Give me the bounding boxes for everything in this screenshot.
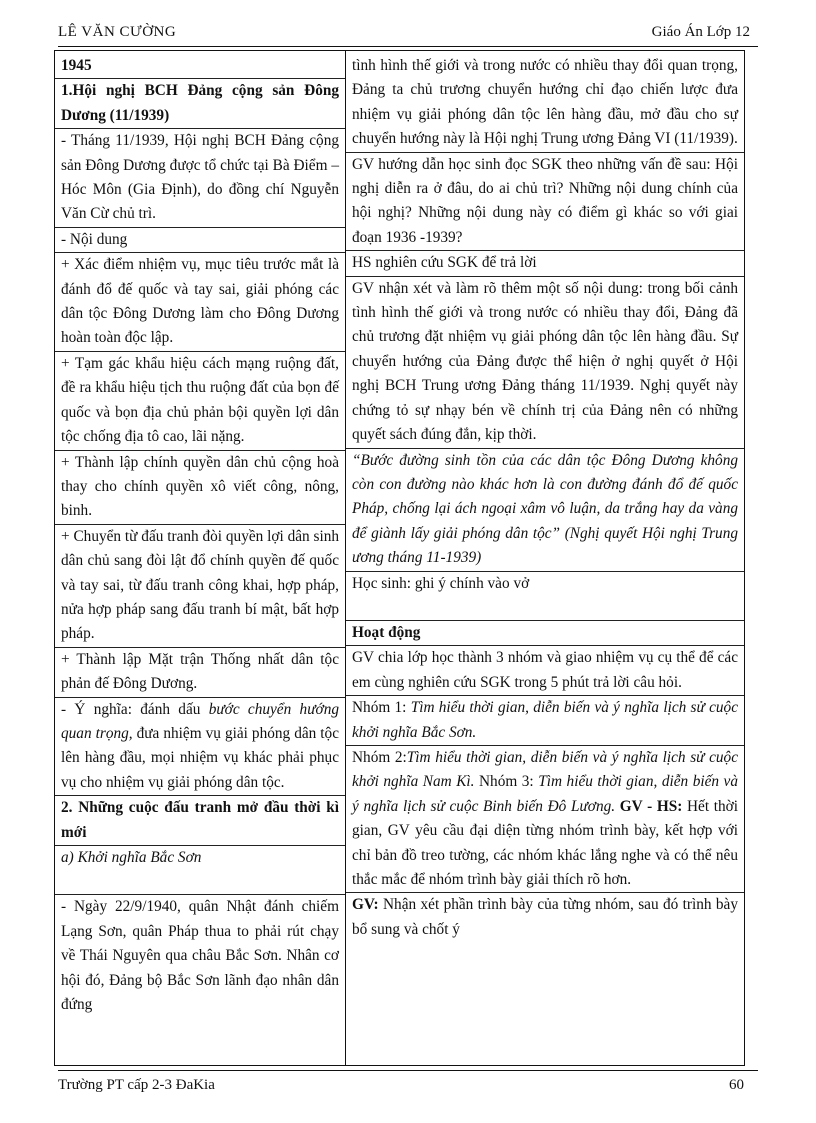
- significance-lead: - Ý nghĩa: đánh dấu: [61, 700, 209, 718]
- section-1-point-4: + Chuyển từ đấu tranh đòi quyền lợi dân sinh dân chủ sang đòi lật đổ chính quyền đế quốc và tay sai, từ đấu tranh công khai, hợp pháp, nửa hợp pháp sang đấu tranh bí mật, bất hợp pháp.: [55, 524, 345, 647]
- section-2-paragraph: - Ngày 22/9/1940, quân Nhật đánh chiếm Lạng Sơn, quân Pháp thua to phải rút chạy về Thái Nguyên qua châu Bắc Sơn. Nhân cơ hội đó, Đảng bộ Bắc Sơn lãnh đạo nhân dân đứng: [55, 894, 345, 1017]
- group-2-3-tasks: [346, 745, 744, 892]
- resolution-quote: “Bước đường sinh tồn của các dân tộc Đông Dương không còn con đường nào khác hơn là con đường đánh đổ đế quốc Pháp, chống lại ách ngoại xâm vô luận, da trắng hay da vàng để giành lấy giải phóng dân tộc” (Nghị quyết Hội nghị Trung ương tháng 11-1939): [346, 448, 744, 571]
- group-1-text: Tìm hiểu thời gian, diễn biến và ý nghĩa lịch sử cuộc khởi nghĩa Bắc Sơn.: [352, 699, 738, 741]
- section-2-subtitle: a) Khởi nghĩa Bắc Sơn: [55, 845, 345, 870]
- group-3-label: Nhóm 3:: [474, 773, 539, 791]
- significance-emphasis: bước chuyển hướng quan trọng,: [61, 700, 339, 742]
- section-1-point-3: + Thành lập chính quyền dân chủ cộng hoà thay cho chính quyền xô viết công, nông, binh.: [55, 450, 345, 524]
- year-label: 1945: [61, 57, 92, 74]
- section-2-title: 2. Những cuộc đấu tranh mở đầu thời kì mới: [55, 795, 345, 845]
- section-1-significance: [55, 697, 345, 796]
- section-1-point-1: + Xác điểm nhiệm vụ, mục tiêu trước mắt là đánh đổ đế quốc và tay sai, giải phóng các dân tộc Đông Dương làm cho Đông Dương hoàn toàn độc lập.: [55, 252, 345, 351]
- teacher-guide: GV hướng dẫn học sinh đọc SGK theo những vấn đề sau: Hội nghị diễn ra ở đâu, do ai chủ trì? Những nội dung chính của hội nghị? Những nội dung này có điểm gì khác so với giai đoạn 1936 -1939?: [346, 152, 744, 251]
- page-header: [58, 22, 758, 47]
- activity-column: [346, 51, 744, 1065]
- teacher-comment: GV nhận xét và làm rõ thêm một số nội dung: trong bối cảnh tình hình thế giới và trong nước có nhiều thay đổi, Đảng đã chủ trương đặt nhiệm vụ giải phóng dân tộc lên hàng đầu. Sự chuyển hướng của Đảng được thể hiện ở nghị quyết ở Hội nghị BCH Trung ương Đảng tháng 11/1939. Nghị quyết này chứng tỏ sự nhạy bén về chính trị của Đảng nên có những quyết sách đúng đắn, kịp thời.: [346, 276, 744, 448]
- teacher-conclusion: [346, 892, 744, 942]
- section-1-intro: - Tháng 11/1939, Hội nghị BCH Đảng cộng sản Đông Dương được tổ chức tại Bà Điểm – Hóc Môn (Gia Định), do đồng chí Nguyễn Văn Cừ chủ trì.: [55, 128, 345, 227]
- section-1-content-label: - Nội dung: [55, 227, 345, 252]
- activity-title: Hoạt động: [346, 620, 744, 645]
- page-footer: [58, 1070, 758, 1099]
- page-number: 60: [729, 1077, 744, 1093]
- significance-rest: đưa nhiệm vụ giải phóng dân tộc lên hàng đầu, mọi nhiệm vụ khác phải phục vụ cho nhiệm vụ giải phóng dân tộc.: [61, 724, 339, 791]
- document-title: Giáo Án Lớp 12: [651, 24, 750, 40]
- group-3-text: Tìm hiểu thời gian, diễn biến và ý nghĩa lịch sử cuộc Binh biến Đô Lương.: [352, 773, 738, 815]
- gv-label: GV:: [352, 896, 379, 914]
- group-2-label: Nhóm 2:: [352, 748, 407, 766]
- gv-hs-label: GV - HS:: [615, 797, 683, 815]
- section-1-point-2: + Tạm gác khẩu hiệu cách mạng ruộng đất, đề ra khẩu hiệu tịch thu ruộng đất của bọn đế quốc và bọn địa chủ phản bội quyền lợi dân tộc chống địa tô cao, lãi nặng.: [55, 351, 345, 450]
- author-name: LÊ VĂN CƯỜNG: [58, 24, 177, 40]
- group-2-text: Tìm hiểu thời gian, diễn biến và ý nghĩa lịch sử cuộc khởi nghĩa Nam Kì.: [352, 748, 738, 791]
- section-1-point-5: + Thành lập Mặt trận Thống nhất dân tộc phản đế Đông Dương.: [55, 647, 345, 697]
- lesson-table: [54, 50, 745, 1066]
- student-task: HS nghiên cứu SGK để trả lời: [346, 250, 744, 275]
- group-assignment: GV chia lớp học thành 3 nhóm và giao nhiệm vụ cụ thể để các em cùng nghiên cứu SGK trong 5 phút trả lời câu hỏi.: [346, 645, 744, 695]
- student-note: Học sinh: ghi ý chính vào vở: [346, 571, 744, 596]
- group-1-task: [346, 695, 744, 745]
- group-1-label: Nhóm 1:: [352, 699, 411, 717]
- school-name: Trường PT cấp 2-3 ĐaKia: [58, 1077, 215, 1093]
- gv-conclusion-text: Nhận xét phần trình bày của từng nhóm, sau đó trình bày bổ sung và chốt ý: [352, 896, 738, 938]
- content-column: [55, 51, 346, 1065]
- gv-hs-text: Hết thời gian, GV yêu cầu đại diện từng nhóm trình bày, kết hợp với chỉ bản đồ treo tường, các nhóm khác lắng nghe và có thể nêu thắc mắc để nhóm trình bày giải thích rõ hơn.: [352, 797, 738, 888]
- context-paragraph: tình hình thế giới và trong nước có nhiều thay đổi quan trọng, Đảng ta chủ trương chuyển hướng chỉ đạo chiến lược đưa nhiệm vụ giải phóng dân tộc lên hàng đầu, mở đầu cho sự chuyển hướng này là Hội nghị Trung ương Đảng VI (11/1939).: [352, 57, 738, 148]
- section-1-title: 1.Hội nghị BCH Đảng cộng sản Đông Dương (11/1939): [55, 78, 345, 128]
